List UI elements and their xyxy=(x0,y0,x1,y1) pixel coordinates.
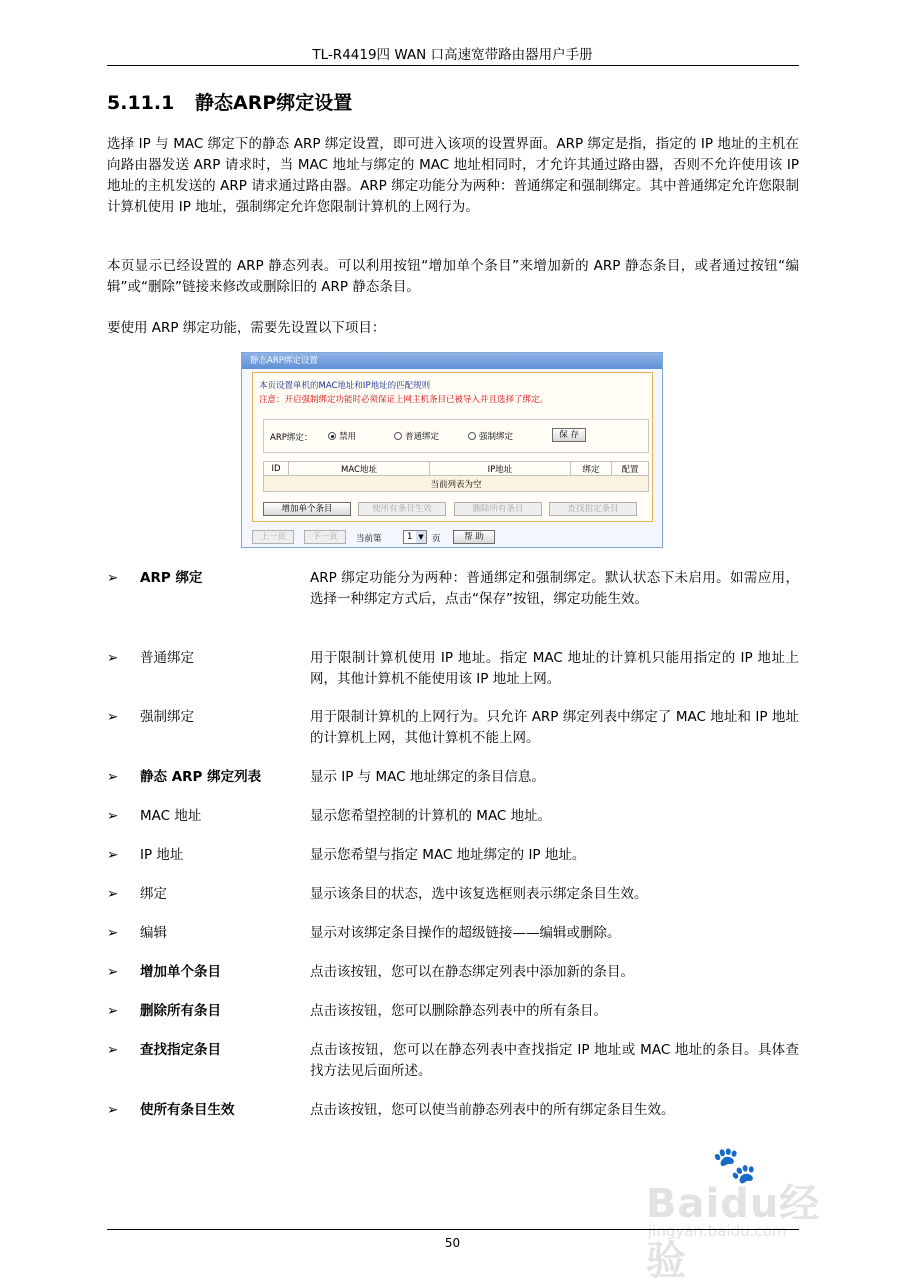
column-header-mac: MAC地址 xyxy=(289,462,430,476)
radio-label: 禁用 xyxy=(339,432,357,442)
definition-item xyxy=(107,923,799,944)
arp-binding-label: ARP绑定： xyxy=(270,433,313,443)
column-header-id: ID xyxy=(264,462,289,476)
definition-description: 点击该按钮，您可以使当前静态列表中的所有绑定条目生效。 xyxy=(310,1102,675,1118)
enable-all-entries-button[interactable]: 使所有条目生效 xyxy=(358,502,446,516)
bullet-arrow-icon: ➢ xyxy=(107,1102,119,1118)
bullet-arrow-icon: ➢ xyxy=(107,886,119,902)
arp-binding-panel xyxy=(241,352,663,548)
list-paragraph: 本页显示已经设置的 ARP 静态列表。可以利用按钮“增加单个条目”来增加新的 ARP 静态条目，或者通过按钮“编辑”或“删除”链接来修改或删除旧的 ARP 静态条目。 xyxy=(107,258,799,295)
footer-divider xyxy=(107,1229,799,1230)
bullet-arrow-icon: ➢ xyxy=(107,925,119,941)
add-entry-button[interactable]: 增加单个条目 xyxy=(263,502,351,516)
definition-description: 显示您希望控制的计算机的 MAC 地址。 xyxy=(310,808,552,824)
bullet-arrow-icon: ➢ xyxy=(107,847,119,863)
definition-term: 查找指定条目 xyxy=(140,1042,221,1058)
definition-description: 点击该按钮，您可以删除静态列表中的所有条目。 xyxy=(310,1003,607,1019)
definition-term: 删除所有条目 xyxy=(140,1003,221,1019)
paw-icon: 🐾 xyxy=(712,1145,757,1186)
definition-item xyxy=(107,1001,799,1022)
definition-item xyxy=(107,806,799,827)
definition-description: 显示该条目的状态，选中该复选框则表示绑定条目生效。 xyxy=(310,886,648,902)
definition-term: 绑定 xyxy=(140,886,167,902)
definition-description: 点击该按钮，您可以在静态列表中查找指定 IP 地址或 MAC 地址的条目。具体查找方法见后面所述。 xyxy=(310,1042,799,1079)
page-suffix: 页 xyxy=(432,534,441,544)
definition-term: 强制绑定 xyxy=(140,709,194,725)
definition-term: ARP 绑定 xyxy=(140,570,203,586)
save-button[interactable]: 保 存 xyxy=(552,428,586,442)
definition-item xyxy=(107,648,799,690)
definition-description: 显示您希望与指定 MAC 地址绑定的 IP 地址。 xyxy=(310,847,586,863)
watermark-url: jingyan.baidu.com xyxy=(648,1222,787,1240)
delete-all-entries-button[interactable]: 删除所有条目 xyxy=(454,502,542,516)
panel-body xyxy=(252,372,653,522)
definition-term: 编辑 xyxy=(140,925,167,941)
radio-label: 普通绑定 xyxy=(405,432,440,442)
empty-list-message: 当前列表为空 xyxy=(264,476,649,492)
definition-description: ARP 绑定功能分为两种：普通绑定和强制绑定。默认状态下未启用。如需应用，选择一种绑定方式后，点击“保存”按钮，绑定功能生效。 xyxy=(310,570,799,607)
radio-dot-selected[interactable] xyxy=(328,432,336,440)
radio-dot[interactable] xyxy=(394,432,402,440)
prev-page-button[interactable]: 上一页 xyxy=(252,530,294,544)
section-title: 静态ARP绑定设置 xyxy=(195,92,353,114)
column-header-config: 配置 xyxy=(612,462,649,476)
column-header-ip: IP地址 xyxy=(430,462,571,476)
table-row xyxy=(264,476,649,492)
baidu-watermark xyxy=(640,1142,855,1284)
definition-item xyxy=(107,1100,799,1121)
header-divider xyxy=(107,65,799,66)
bullet-arrow-icon: ➢ xyxy=(107,1042,119,1058)
column-header-bind: 绑定 xyxy=(571,462,612,476)
bullet-arrow-icon: ➢ xyxy=(107,709,119,725)
arp-binding-group xyxy=(263,419,649,453)
definition-item xyxy=(107,707,799,749)
setup-paragraph: 要使用 ARP 绑定功能，需要先设置以下项目： xyxy=(107,320,386,336)
definition-item xyxy=(107,884,799,905)
radio-forced-binding[interactable] xyxy=(468,430,513,442)
page-select-value: 1 xyxy=(407,532,413,542)
definition-term: MAC 地址 xyxy=(140,808,202,824)
section-number: 5.11.1 xyxy=(107,92,175,114)
chevron-down-icon[interactable]: ▼ xyxy=(416,531,426,543)
definition-term: 使所有条目生效 xyxy=(140,1102,235,1118)
bullet-arrow-icon: ➢ xyxy=(107,650,119,666)
bullet-arrow-icon: ➢ xyxy=(107,808,119,824)
bullet-arrow-icon: ➢ xyxy=(107,1003,119,1019)
bullet-arrow-icon: ➢ xyxy=(107,964,119,980)
radio-disable[interactable] xyxy=(328,430,356,442)
intro-paragraph: 选择 IP 与 MAC 绑定下的静态 ARP 绑定设置，即可进入该项的设置界面。ARP 绑定是指，指定的 IP 地址的主机在向路由器发送 ARP 请求时，当 MAC 地址与绑定的 MAC 地址相同时，才允许其通过路由器，否则不允许使用该 IP 地址的主机发送的 ARP 请求通过路由器。ARP 绑定功能分为两种：普通绑定和强制绑定。其中普通绑定允许您限制计算机使用 IP 地址，强制绑定允许您限制计算机的上网行为。 xyxy=(107,136,799,215)
next-page-button[interactable]: 下一页 xyxy=(304,530,346,544)
panel-description: 本页设置单机的MAC地址和IP地址的匹配规则 xyxy=(259,381,431,391)
definition-item xyxy=(107,568,799,610)
current-page-label: 当前第 xyxy=(356,534,382,544)
watermark-brand: Baidu经验 xyxy=(646,1181,821,1284)
definition-description: 用于限制计算机的上网行为。只允许 ARP 绑定列表中绑定了 MAC 地址和 IP 地址的计算机上网，其他计算机不能上网。 xyxy=(310,709,799,746)
definition-description: 点击该按钮，您可以在静态绑定列表中添加新的条目。 xyxy=(310,964,634,980)
bullet-arrow-icon: ➢ xyxy=(107,769,119,785)
definition-description: 显示 IP 与 MAC 地址绑定的条目信息。 xyxy=(310,769,545,785)
find-entry-button[interactable]: 查找指定条目 xyxy=(549,502,637,516)
definition-term: 普通绑定 xyxy=(140,650,194,666)
arp-table xyxy=(263,461,649,492)
definition-term: 增加单个条目 xyxy=(140,964,221,980)
definition-item xyxy=(107,1040,799,1082)
panel-title: 静态ARP绑定设置 xyxy=(242,353,662,369)
pager xyxy=(252,530,652,544)
page-number: 50 xyxy=(444,1236,461,1250)
definition-description: 用于限制计算机使用 IP 地址。指定 MAC 地址的计算机只能用指定的 IP 地址上网，其他计算机不能使用该 IP 地址上网。 xyxy=(310,650,799,687)
definition-item xyxy=(107,962,799,983)
definition-term: IP 地址 xyxy=(140,847,184,863)
definition-term: 静态 ARP 绑定列表 xyxy=(140,769,262,785)
radio-normal-binding[interactable] xyxy=(394,430,439,442)
help-button[interactable]: 帮 助 xyxy=(453,530,495,544)
section-heading xyxy=(107,88,352,115)
definition-item xyxy=(107,767,799,788)
bullet-arrow-icon: ➢ xyxy=(107,570,119,586)
table-header-row xyxy=(264,462,649,476)
document-header-title: TL-R4419四 WAN 口高速宽带路由器用户手册 xyxy=(312,47,593,63)
page-select[interactable] xyxy=(403,530,427,544)
radio-label: 强制绑定 xyxy=(479,432,514,442)
definition-description: 显示对该绑定条目操作的超级链接——编辑或删除。 xyxy=(310,925,621,941)
panel-warning: 注意：开启强制绑定功能时必须保证上网主机条目已被导入并且选择了绑定。 xyxy=(259,395,549,405)
radio-dot[interactable] xyxy=(468,432,476,440)
definition-item xyxy=(107,845,799,866)
